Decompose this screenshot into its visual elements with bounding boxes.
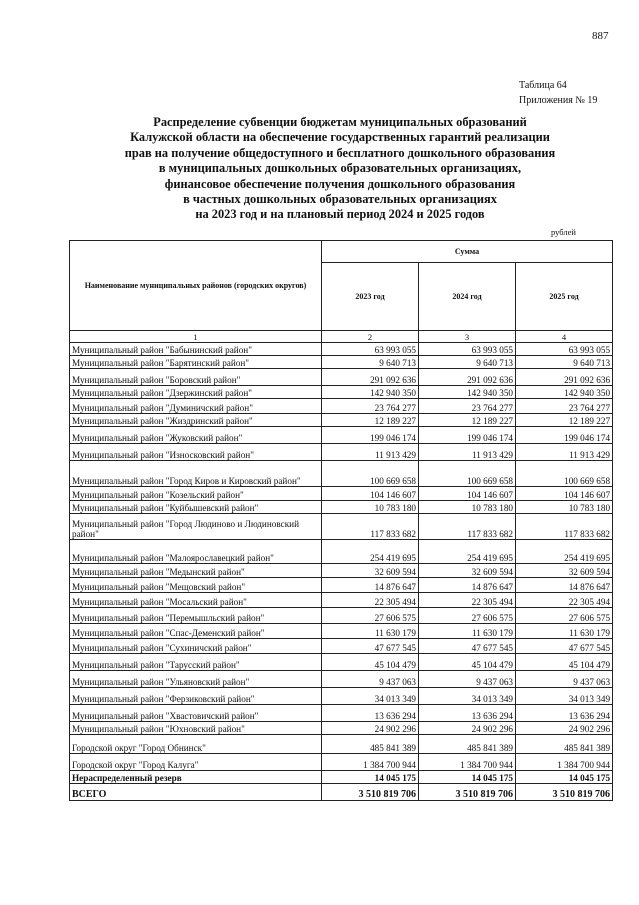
reserve-label: Нераспределенный резерв [70, 771, 322, 784]
table-row [70, 386, 613, 399]
amount-2023: 27 606 575 [322, 608, 419, 624]
table-row [70, 564, 613, 578]
title-line: на 2023 год и на плановый период 2024 и 2025 годов [195, 207, 485, 222]
header-year-2024: 2024 год [419, 263, 516, 331]
amount-2025: 24 902 296 [516, 722, 613, 735]
amount-2023: 12 189 227 [322, 414, 419, 427]
header-sum: Сумма [322, 241, 613, 263]
amount-2024: 13 636 294 [419, 705, 516, 722]
municipality-name: Муниципальный район "Спас-Деменский район" [70, 624, 322, 639]
amount-2024: 11 913 429 [419, 444, 516, 461]
amount-2025: 10 783 180 [516, 501, 613, 514]
table-row [70, 593, 613, 608]
table-row [70, 671, 613, 688]
amount-2023: 13 636 294 [322, 705, 419, 722]
table-row [70, 399, 613, 414]
amount-2024: 142 940 350 [419, 386, 516, 399]
title-line: Калужской области на обеспечение государственных гарантий реализации [130, 130, 550, 145]
amount-2024: 47 677 545 [419, 639, 516, 654]
amount-2023: 32 609 594 [322, 564, 419, 578]
table-row [70, 369, 613, 386]
amount-2025: 45 104 479 [516, 654, 613, 671]
municipality-name: Муниципальный район "Бабынинский район" [70, 343, 322, 356]
amount-2024: 199 046 174 [419, 427, 516, 444]
municipality-name: Муниципальный район "Барятинский район" [70, 356, 322, 369]
table-row [70, 578, 613, 593]
municipality-name: Муниципальный район "Износковский район" [70, 444, 322, 461]
amount-2024: 254 419 695 [419, 540, 516, 564]
amount-2025: 117 833 682 [516, 514, 613, 540]
subvention-table [69, 240, 613, 801]
amount-2024: 27 606 575 [419, 608, 516, 624]
amount-2023: 100 669 658 [322, 461, 419, 487]
municipality-name: Муниципальный район "Медынский район" [70, 564, 322, 578]
total-2024: 3 510 819 706 [419, 784, 516, 801]
table-caption [519, 78, 597, 108]
amount-2023: 1 384 700 944 [322, 754, 419, 771]
reserve-row [70, 771, 613, 784]
page-number: 887 [592, 30, 609, 42]
amount-2023: 14 876 647 [322, 578, 419, 593]
amount-2025: 63 993 055 [516, 343, 613, 356]
amount-2023: 104 146 607 [322, 487, 419, 501]
column-index: 3 [419, 331, 516, 343]
total-row [70, 784, 613, 801]
table-row [70, 343, 613, 356]
amount-2023: 199 046 174 [322, 427, 419, 444]
appendix-number: Приложения № 19 [519, 95, 598, 106]
amount-2024: 22 305 494 [419, 593, 516, 608]
title-line: прав на получение общедоступного и бесплатного дошкольного образования [124, 145, 556, 160]
units-label: рублей [551, 227, 576, 237]
amount-2023: 142 940 350 [322, 386, 419, 399]
amount-2024: 9 437 063 [419, 671, 516, 688]
amount-2025: 34 013 349 [516, 688, 613, 705]
table-row [70, 705, 613, 722]
table-row [70, 688, 613, 705]
amount-2023: 10 783 180 [322, 501, 419, 514]
municipality-name: Муниципальный район "Хвастовичский район" [70, 705, 322, 722]
amount-2025: 12 189 227 [516, 414, 613, 427]
amount-2025: 47 677 545 [516, 639, 613, 654]
amount-2023: 117 833 682 [322, 514, 419, 540]
municipality-name: Муниципальный район "Жиздринский район" [70, 414, 322, 427]
table-row [70, 427, 613, 444]
municipality-name: Муниципальный район "Козельский район" [70, 487, 322, 501]
amount-2023: 24 902 296 [322, 722, 419, 735]
amount-2023: 11 630 179 [322, 624, 419, 639]
amount-2023: 9 640 713 [322, 356, 419, 369]
reserve-2025: 14 045 175 [516, 771, 613, 784]
title-line: в муниципальных дошкольных образовательных организациях, [158, 161, 522, 176]
municipality-name: Городской округ "Город Калуга" [70, 754, 322, 771]
municipality-name: Муниципальный район "Город Людиново и Людиновский район" [70, 514, 322, 540]
total-label: ВСЕГО [70, 784, 322, 801]
table-row [70, 514, 613, 540]
table-number: Таблица 64 [519, 80, 567, 91]
amount-2024: 291 092 636 [419, 369, 516, 386]
title-line: Распределение субвенции бюджетам муниципальных образований [153, 115, 527, 129]
amount-2024: 63 993 055 [419, 343, 516, 356]
total-2025: 3 510 819 706 [516, 784, 613, 801]
table-body [70, 343, 613, 771]
amount-2025: 32 609 594 [516, 564, 613, 578]
amount-2025: 199 046 174 [516, 427, 613, 444]
amount-2025: 23 764 277 [516, 399, 613, 414]
column-index: 4 [516, 331, 613, 343]
amount-2024: 1 384 700 944 [419, 754, 516, 771]
column-index: 1 [70, 331, 322, 343]
municipality-name: Муниципальный район "Юхновский район" [70, 722, 322, 735]
table-row [70, 414, 613, 427]
table-row [70, 487, 613, 501]
municipality-name: Муниципальный район "Боровский район" [70, 369, 322, 386]
municipality-name: Муниципальный район "Мосальский район" [70, 593, 322, 608]
municipality-name: Муниципальный район "Ферзиковский район" [70, 688, 322, 705]
amount-2024: 12 189 227 [419, 414, 516, 427]
table-row [70, 608, 613, 624]
table-row [70, 501, 613, 514]
amount-2024: 23 764 277 [419, 399, 516, 414]
reserve-2023: 14 045 175 [322, 771, 419, 784]
amount-2023: 254 419 695 [322, 540, 419, 564]
amount-2023: 34 013 349 [322, 688, 419, 705]
amount-2025: 27 606 575 [516, 608, 613, 624]
amount-2025: 14 876 647 [516, 578, 613, 593]
municipality-name: Городской округ "Город Обнинск" [70, 735, 322, 754]
table-row [70, 624, 613, 639]
amount-2024: 9 640 713 [419, 356, 516, 369]
amount-2025: 142 940 350 [516, 386, 613, 399]
municipality-name: Муниципальный район "Перемышльский район" [70, 608, 322, 624]
amount-2024: 10 783 180 [419, 501, 516, 514]
document-title [110, 115, 570, 223]
municipality-name: Муниципальный район "Город Киров и Кировский район" [70, 461, 322, 487]
amount-2025: 13 636 294 [516, 705, 613, 722]
table-row [70, 540, 613, 564]
amount-2023: 291 092 636 [322, 369, 419, 386]
amount-2025: 485 841 389 [516, 735, 613, 754]
amount-2025: 254 419 695 [516, 540, 613, 564]
amount-2024: 117 833 682 [419, 514, 516, 540]
table-row [70, 754, 613, 771]
municipality-name: Муниципальный район "Жуковский район" [70, 427, 322, 444]
amount-2023: 22 305 494 [322, 593, 419, 608]
amount-2024: 485 841 389 [419, 735, 516, 754]
municipality-name: Муниципальный район "Ульяновский район" [70, 671, 322, 688]
amount-2023: 9 437 063 [322, 671, 419, 688]
municipality-name: Муниципальный район "Дзержинский район" [70, 386, 322, 399]
amount-2024: 104 146 607 [419, 487, 516, 501]
amount-2023: 63 993 055 [322, 343, 419, 356]
amount-2024: 24 902 296 [419, 722, 516, 735]
total-2023: 3 510 819 706 [322, 784, 419, 801]
header-year-2023: 2023 год [322, 263, 419, 331]
amount-2024: 34 013 349 [419, 688, 516, 705]
municipality-name: Муниципальный район "Сухиничский район" [70, 639, 322, 654]
municipality-name: Муниципальный район "Куйбышевский район" [70, 501, 322, 514]
amount-2025: 1 384 700 944 [516, 754, 613, 771]
amount-2025: 291 092 636 [516, 369, 613, 386]
amount-2025: 11 630 179 [516, 624, 613, 639]
amount-2025: 100 669 658 [516, 461, 613, 487]
amount-2024: 14 876 647 [419, 578, 516, 593]
amount-2025: 22 305 494 [516, 593, 613, 608]
table-row [70, 639, 613, 654]
title-line: в частных дошкольных образовательных организациях [183, 192, 497, 207]
reserve-2024: 14 045 175 [419, 771, 516, 784]
municipality-name: Муниципальный район "Малоярославецкий район" [70, 540, 322, 564]
amount-2023: 45 104 479 [322, 654, 419, 671]
table-row [70, 722, 613, 735]
amount-2023: 485 841 389 [322, 735, 419, 754]
amount-2023: 23 764 277 [322, 399, 419, 414]
amount-2024: 100 669 658 [419, 461, 516, 487]
municipality-name: Муниципальный район "Мещовский район" [70, 578, 322, 593]
table-row [70, 654, 613, 671]
amount-2025: 104 146 607 [516, 487, 613, 501]
amount-2025: 9 640 713 [516, 356, 613, 369]
amount-2024: 32 609 594 [419, 564, 516, 578]
header-name-column: Наименование муниципальных районов (городских округов) [70, 241, 322, 331]
title-line: финансовое обеспечение получения дошкольного образования [164, 176, 516, 191]
amount-2023: 11 913 429 [322, 444, 419, 461]
column-index: 2 [322, 331, 419, 343]
municipality-name: Муниципальный район "Думиничский район" [70, 399, 322, 414]
amount-2025: 11 913 429 [516, 444, 613, 461]
amount-2023: 47 677 545 [322, 639, 419, 654]
table-row [70, 461, 613, 487]
amount-2024: 11 630 179 [419, 624, 516, 639]
amount-2025: 9 437 063 [516, 671, 613, 688]
table-row [70, 444, 613, 461]
amount-2024: 45 104 479 [419, 654, 516, 671]
table-row [70, 356, 613, 369]
table-row [70, 735, 613, 754]
header-year-2025: 2025 год [516, 263, 613, 331]
municipality-name: Муниципальный район "Тарусский район" [70, 654, 322, 671]
